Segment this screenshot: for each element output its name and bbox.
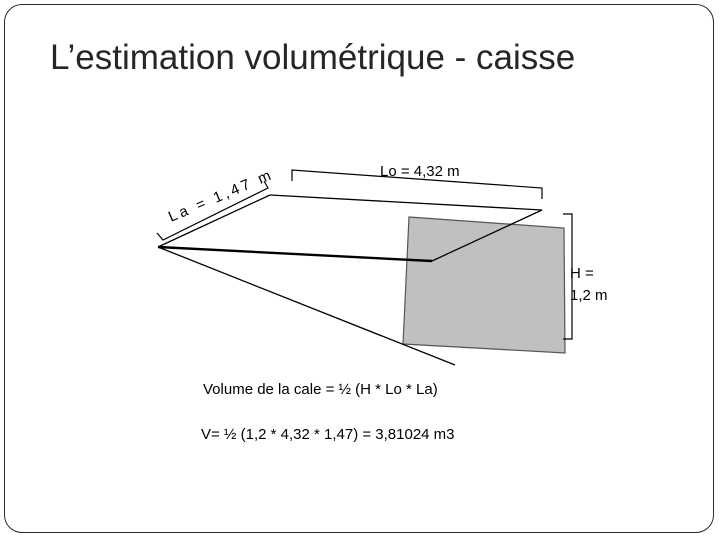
lo-label: Lo = 4,32 m [380,163,460,180]
la-label: La = 1,47 m [165,166,277,226]
slide-title: L’estimation volumétrique - caisse [50,38,576,77]
h-label-line2: 1,2 m [570,287,608,304]
volume-formula: Volume de la cale = ½ (H * Lo * La) [203,381,438,398]
h-label-line1: H = [570,265,594,282]
volume-computation: V= ½ (1,2 * 4,32 * 1,47) = 3,81024 m3 [201,426,455,443]
top-far-edge [270,195,542,210]
base-edge [158,247,432,261]
